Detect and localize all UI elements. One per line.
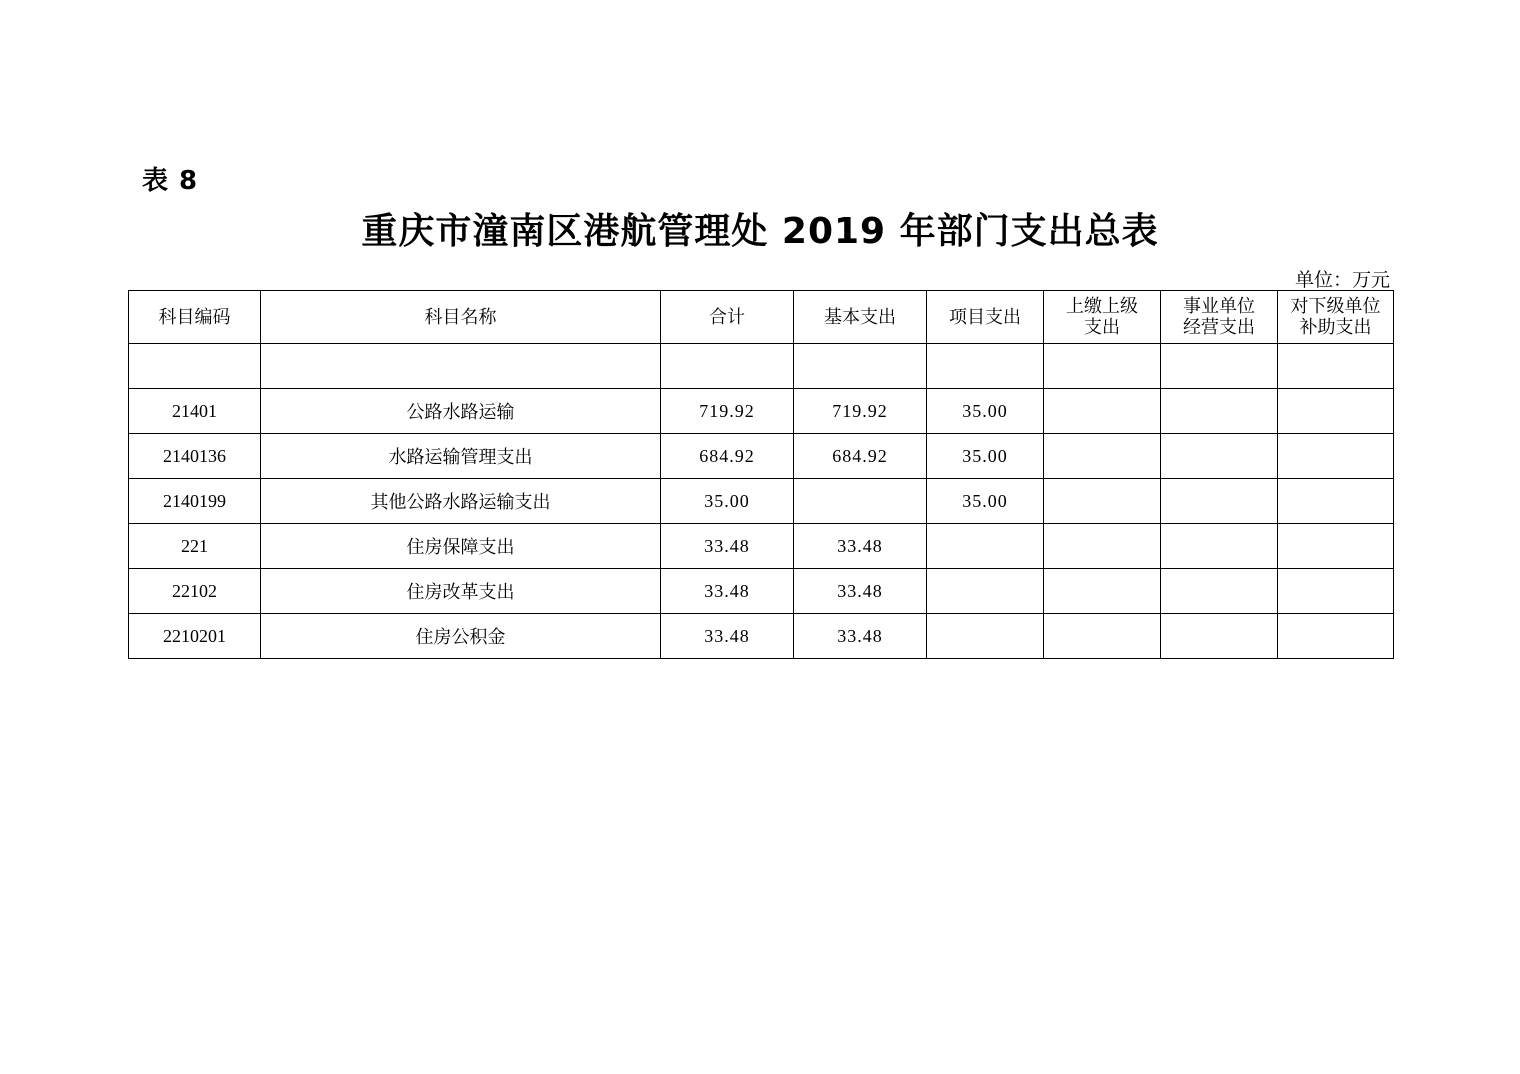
table-number-label: 表 8 [142, 166, 199, 196]
cell-total: 33.48 [661, 614, 794, 659]
cell-code: 2140199 [129, 479, 261, 524]
cell-basic [794, 344, 927, 389]
cell-code [129, 344, 261, 389]
cell-name: 公路水路运输 [261, 389, 661, 434]
cell-name: 水路运输管理支出 [261, 434, 661, 479]
cell-sub [1278, 569, 1394, 614]
cell-name: 其他公路水路运输支出 [261, 479, 661, 524]
cell-biz [1161, 479, 1278, 524]
column-header-code: 科目编码 [129, 291, 261, 344]
cell-upper [1044, 479, 1161, 524]
cell-total: 719.92 [661, 389, 794, 434]
cell-upper [1044, 344, 1161, 389]
cell-upper [1044, 434, 1161, 479]
cell-code: 22102 [129, 569, 261, 614]
cell-total [661, 344, 794, 389]
cell-project [927, 614, 1044, 659]
column-header-biz-line2: 经营支出 [1183, 317, 1255, 337]
table-row [129, 614, 1394, 659]
table-row [129, 389, 1394, 434]
column-header-business-unit-expenditure [1161, 291, 1278, 344]
column-header-upper-line2: 支出 [1084, 317, 1120, 337]
cell-upper [1044, 389, 1161, 434]
cell-biz [1161, 389, 1278, 434]
cell-biz [1161, 569, 1278, 614]
cell-total: 33.48 [661, 524, 794, 569]
cell-name: 住房保障支出 [261, 524, 661, 569]
column-header-project-expenditure: 项目支出 [927, 291, 1044, 344]
column-header-basic-expenditure: 基本支出 [794, 291, 927, 344]
cell-upper [1044, 524, 1161, 569]
cell-biz [1161, 614, 1278, 659]
cell-project [927, 344, 1044, 389]
column-header-subordinate-subsidy-expenditure [1278, 291, 1394, 344]
table-header-row [129, 291, 1394, 344]
cell-basic: 33.48 [794, 614, 927, 659]
column-header-biz-line1: 事业单位 [1183, 296, 1255, 317]
cell-basic [794, 479, 927, 524]
cell-sub [1278, 344, 1394, 389]
cell-basic: 33.48 [794, 569, 927, 614]
table-row [129, 434, 1394, 479]
table-row [129, 569, 1394, 614]
cell-project [927, 524, 1044, 569]
cell-name: 住房公积金 [261, 614, 661, 659]
cell-biz [1161, 344, 1278, 389]
cell-upper [1044, 569, 1161, 614]
column-header-upper-level-expenditure [1044, 291, 1161, 344]
column-header-name: 科目名称 [261, 291, 661, 344]
cell-total: 35.00 [661, 479, 794, 524]
table-row [129, 344, 1394, 389]
table-row [129, 479, 1394, 524]
cell-code: 2140136 [129, 434, 261, 479]
cell-project: 35.00 [927, 434, 1044, 479]
cell-code: 2210201 [129, 614, 261, 659]
unit-note: 单位：万元 [1294, 270, 1390, 291]
cell-project: 35.00 [927, 389, 1044, 434]
cell-basic: 719.92 [794, 389, 927, 434]
table-body [129, 344, 1394, 659]
cell-code: 221 [129, 524, 261, 569]
cell-name: 住房改革支出 [261, 569, 661, 614]
cell-sub [1278, 614, 1394, 659]
cell-biz [1161, 434, 1278, 479]
table-row [129, 524, 1394, 569]
cell-project: 35.00 [927, 479, 1044, 524]
column-header-upper-line1: 上缴上级 [1066, 296, 1138, 317]
cell-total: 33.48 [661, 569, 794, 614]
cell-total: 684.92 [661, 434, 794, 479]
page-title: 重庆市潼南区港航管理处 2019 年部门支出总表 [361, 211, 1159, 252]
column-header-sub-line1: 对下级单位 [1290, 296, 1381, 317]
expenditure-summary-table [128, 290, 1394, 659]
cell-upper [1044, 614, 1161, 659]
cell-basic: 33.48 [794, 524, 927, 569]
cell-basic: 684.92 [794, 434, 927, 479]
cell-sub [1278, 479, 1394, 524]
cell-biz [1161, 524, 1278, 569]
column-header-sub-line2: 补助支出 [1299, 317, 1372, 337]
cell-sub [1278, 524, 1394, 569]
cell-code: 21401 [129, 389, 261, 434]
column-header-total: 合计 [661, 291, 794, 344]
cell-sub [1278, 389, 1394, 434]
cell-name [261, 344, 661, 389]
cell-sub [1278, 434, 1394, 479]
cell-project [927, 569, 1044, 614]
